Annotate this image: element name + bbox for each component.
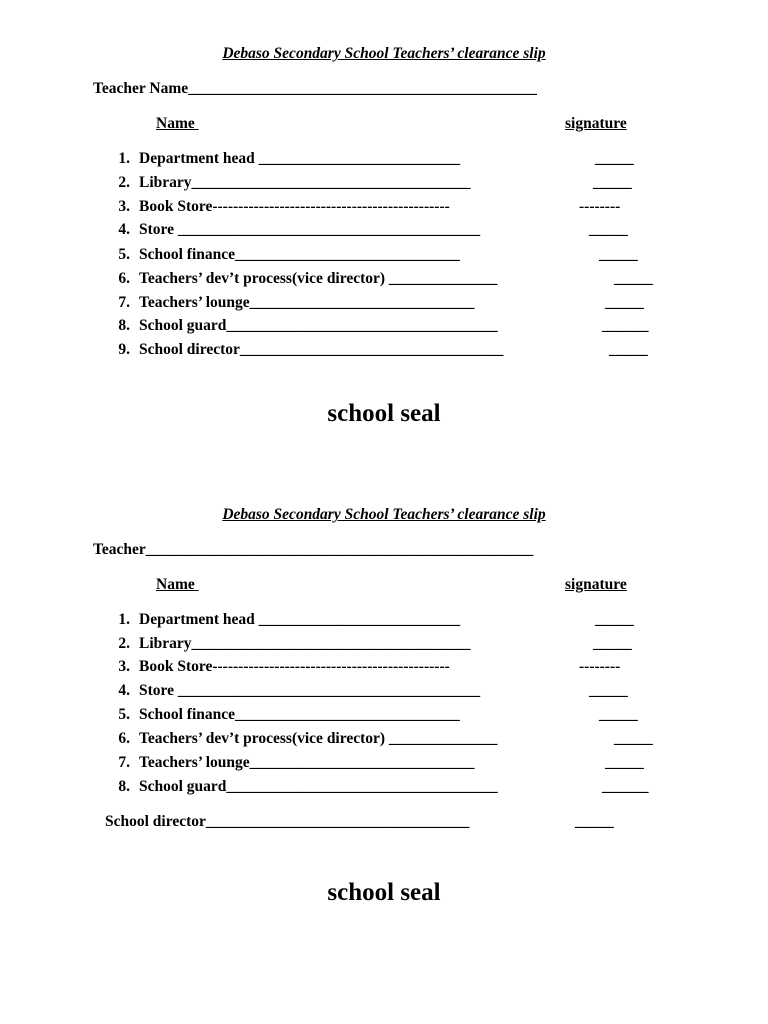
- slip1-signature-line: ______: [602, 317, 649, 334]
- slip2-item-library: Library____________________________________: [139, 635, 471, 652]
- slip1-title: Debaso Secondary School Teachers’ clearance slip: [222, 45, 546, 62]
- slip2-signature-line: _____: [605, 754, 644, 771]
- slip2-signature-line: _____: [575, 813, 614, 830]
- slip2-signature-column-header: signature: [565, 576, 627, 593]
- slip2-item-teachers-dev-process: Teachers’ dev’t process(vice director) ______________: [139, 730, 498, 747]
- slip2-item-school-director: School director__________________________________: [105, 813, 470, 830]
- slip1-item-store: Store _______________________________________: [139, 221, 481, 238]
- slip2-item-school-finance: School finance_____________________________: [139, 706, 460, 723]
- slip2-item-number: 8.: [118, 778, 130, 795]
- slip1-item-teachers-lounge: Teachers’ lounge_____________________________: [139, 294, 475, 311]
- slip1-item-number: 1.: [118, 150, 130, 167]
- slip2-signature-line: _____: [614, 730, 653, 747]
- slip2-signature-line: ______: [602, 778, 649, 795]
- slip2-title: Debaso Secondary School Teachers’ clearance slip: [222, 506, 546, 523]
- slip2-item-store: Store _______________________________________: [139, 682, 481, 699]
- slip1-signature-line: _____: [593, 174, 632, 191]
- slip2-signature-line: --------: [579, 658, 621, 675]
- slip2-signature-line: _____: [593, 635, 632, 652]
- slip2-item-book-store: Book Store----------------------------------------------: [139, 658, 450, 675]
- slip2-school-seal-label: school seal: [327, 879, 441, 906]
- slip2-item-school-guard: School guard___________________________________: [139, 778, 498, 795]
- slip2-item-number: 5.: [118, 706, 130, 723]
- slip2-item-number: 3.: [118, 658, 130, 675]
- slip2-teacher-field: Teacher__________________________________________________: [93, 541, 534, 558]
- slip1-item-number: 6.: [118, 270, 130, 287]
- slip1-school-seal-label: school seal: [327, 400, 441, 427]
- slip2-signature-line: _____: [595, 611, 634, 628]
- slip2-signature-line: _____: [599, 706, 638, 723]
- slip2-item-number: 6.: [118, 730, 130, 747]
- slip1-signature-column-header: signature: [565, 115, 627, 132]
- slip1-item-school-director: School director__________________________________: [139, 341, 504, 358]
- slip1-item-teachers-dev-process: Teachers’ dev’t process(vice director) ______________: [139, 270, 498, 287]
- slip1-item-school-guard: School guard___________________________________: [139, 317, 498, 334]
- slip1-signature-line: _____: [589, 221, 628, 238]
- slip1-signature-line: _____: [614, 270, 653, 287]
- slip1-item-book-store: Book Store----------------------------------------------: [139, 198, 450, 215]
- slip1-signature-line: _____: [599, 246, 638, 263]
- slip2-item-number: 7.: [118, 754, 130, 771]
- slip1-item-number: 4.: [118, 221, 130, 238]
- slip2-item-number: 4.: [118, 682, 130, 699]
- slip1-item-library: Library____________________________________: [139, 174, 471, 191]
- slip1-item-number: 9.: [118, 341, 130, 358]
- slip1-item-school-finance: School finance_____________________________: [139, 246, 460, 263]
- slip2-name-column-header: Name: [156, 576, 199, 593]
- slip1-teacher-name-field: Teacher Name_____________________________________________: [93, 80, 537, 97]
- slip1-name-column-header: Name: [156, 115, 199, 132]
- slip1-signature-line: _____: [605, 294, 644, 311]
- slip2-item-department-head: Department head __________________________: [139, 611, 461, 628]
- slip1-signature-line: --------: [579, 198, 621, 215]
- slip1-item-number: 3.: [118, 198, 130, 215]
- slip2-item-number: 1.: [118, 611, 130, 628]
- slip1-item-number: 2.: [118, 174, 130, 191]
- slip2-item-teachers-lounge: Teachers’ lounge_____________________________: [139, 754, 475, 771]
- slip2-signature-line: _____: [589, 682, 628, 699]
- slip1-item-number: 8.: [118, 317, 130, 334]
- slip1-signature-line: _____: [595, 150, 634, 167]
- slip1-item-department-head: Department head __________________________: [139, 150, 461, 167]
- slip1-item-number: 7.: [118, 294, 130, 311]
- slip1-item-number: 5.: [118, 246, 130, 263]
- slip1-signature-line: _____: [609, 341, 648, 358]
- slip2-item-number: 2.: [118, 635, 130, 652]
